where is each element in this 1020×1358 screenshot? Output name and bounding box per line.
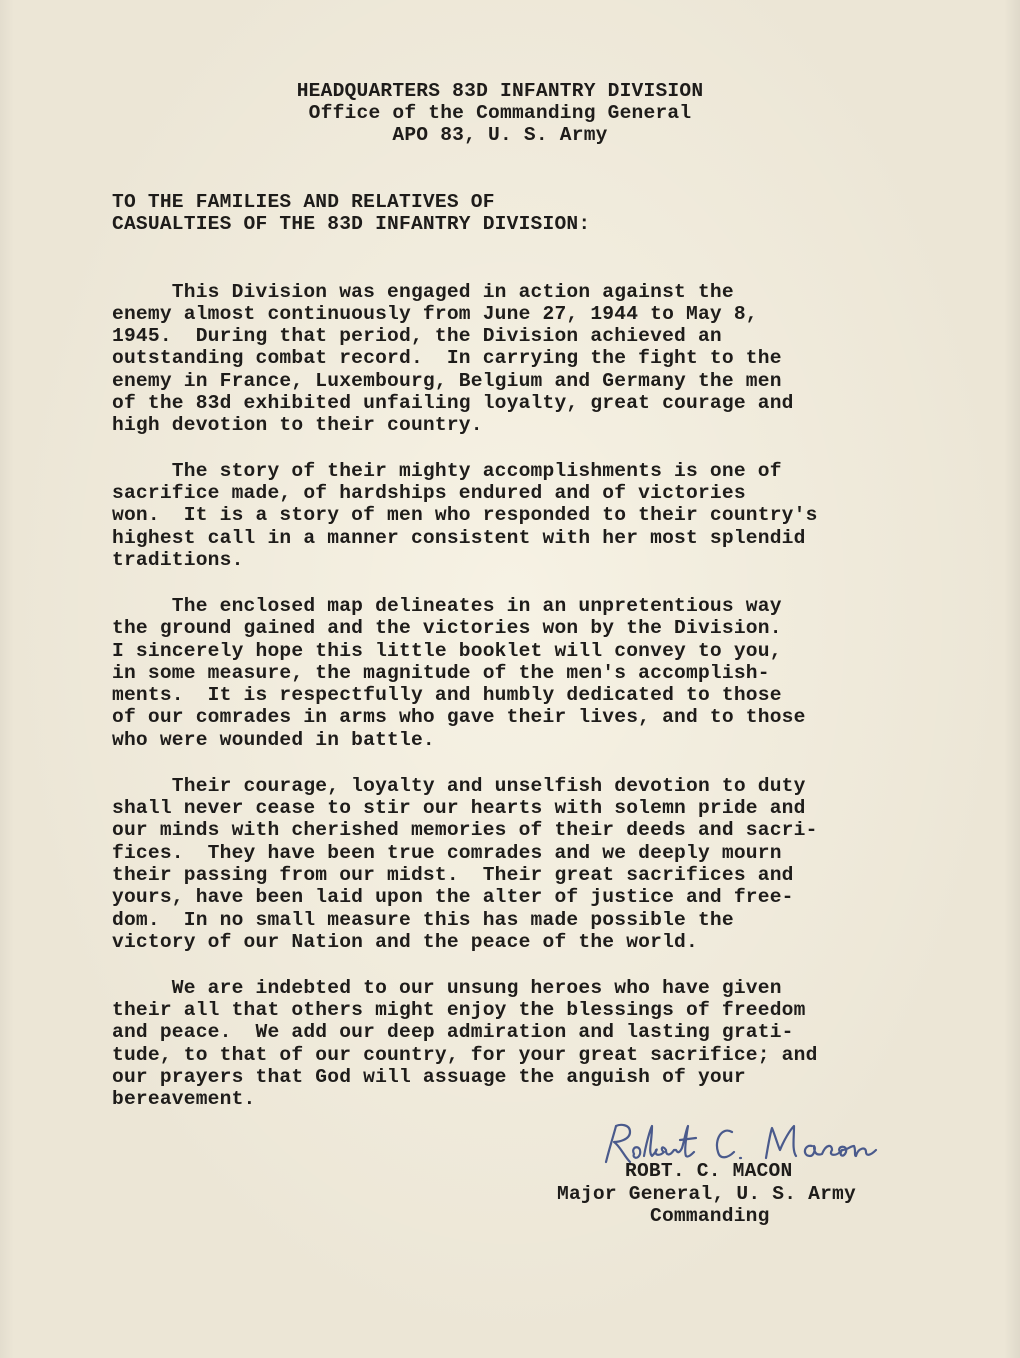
paragraph-2-line-3: won. It is a story of men who responded to their country's: [112, 504, 818, 526]
paragraph-5-line-4: tude, to that of our country, for your great sacrifice; and: [112, 1044, 818, 1066]
paragraph-3-line-4: in some measure, the magnitude of the men's accomplish-: [112, 662, 770, 684]
signature-name: ROBT. C. MACON: [625, 1160, 793, 1182]
paragraph-1-line-5: enemy in France, Luxembourg, Belgium and Germany the men: [112, 370, 782, 392]
signature-rank: Major General, U. S. Army: [557, 1183, 856, 1205]
paragraph-3-line-5: ments. It is respectfully and humbly dedicated to those: [112, 684, 782, 706]
paragraph-5-line-6: bereavement.: [112, 1088, 256, 1110]
paragraph-4-line-8: victory of our Nation and the peace of the world.: [112, 931, 698, 953]
paragraph-4-line-5: their passing from our midst. Their great sacrifices and: [112, 864, 794, 886]
paragraph-1-line-1: This Division was engaged in action against the: [112, 281, 734, 303]
paragraph-3-line-6: of our comrades in arms who gave their lives, and to those: [112, 706, 806, 728]
paragraph-3-line-2: the ground gained and the victories won by the Division.: [112, 617, 782, 639]
paragraph-5-line-5: our prayers that God will assuage the anguish of your: [112, 1066, 746, 1088]
paragraph-5-line-1: We are indebted to our unsung heroes who have given: [112, 977, 782, 999]
paragraph-3-line-7: who were wounded in battle.: [112, 729, 435, 751]
paragraph-1-line-6: of the 83d exhibited unfailing loyalty, great courage and: [112, 392, 794, 414]
paragraph-4-line-4: fices. They have been true comrades and we deeply mourn: [112, 842, 782, 864]
paragraph-2-line-2: sacrifice made, of hardships endured and of victories: [112, 482, 746, 504]
paragraph-3-line-1: The enclosed map delineates in an unpretentious way: [112, 595, 782, 617]
paragraph-4-line-2: shall never cease to stir our hearts with solemn pride and: [112, 797, 806, 819]
letterhead-line-2: Office of the Commanding General: [308, 102, 692, 124]
salutation-line-2: CASUALTIES OF THE 83D INFANTRY DIVISION:: [112, 213, 591, 235]
paragraph-4-line-1: Their courage, loyalty and unselfish devotion to duty: [112, 775, 806, 797]
letterhead-line-3: APO 83, U. S. Army: [392, 124, 608, 146]
letterhead-line-1: HEADQUARTERS 83D INFANTRY DIVISION: [296, 80, 704, 102]
paragraph-1-line-7: high devotion to their country.: [112, 414, 483, 436]
paragraph-1-line-3: 1945. During that period, the Division achieved an: [112, 325, 722, 347]
paragraph-4-line-7: dom. In no small measure this has made possible the: [112, 909, 734, 931]
paragraph-2-line-5: traditions.: [112, 549, 244, 571]
salutation-line-1: TO THE FAMILIES AND RELATIVES OF: [112, 191, 495, 213]
paragraph-2-line-1: The story of their mighty accomplishments is one of: [112, 460, 782, 482]
paragraph-2-line-4: highest call in a manner consistent with her most splendid: [112, 527, 806, 549]
paragraph-4-line-6: yours, have been laid upon the alter of justice and free-: [112, 886, 794, 908]
paragraph-4-line-3: our minds with cherished memories of their deeds and sacri-: [112, 819, 818, 841]
paragraph-3-line-3: I sincerely hope this little booklet will convey to you,: [112, 640, 782, 662]
signature-role: Commanding: [650, 1205, 770, 1227]
paragraph-5-line-2: their all that others might enjoy the blessings of freedom: [112, 999, 806, 1021]
paragraph-1-line-2: enemy almost continuously from June 27, 1944 to May 8,: [112, 303, 758, 325]
paragraph-5-line-3: and peace. We add our deep admiration and lasting grati-: [112, 1021, 794, 1043]
paragraph-1-line-4: outstanding combat record. In carrying the fight to the: [112, 347, 782, 369]
